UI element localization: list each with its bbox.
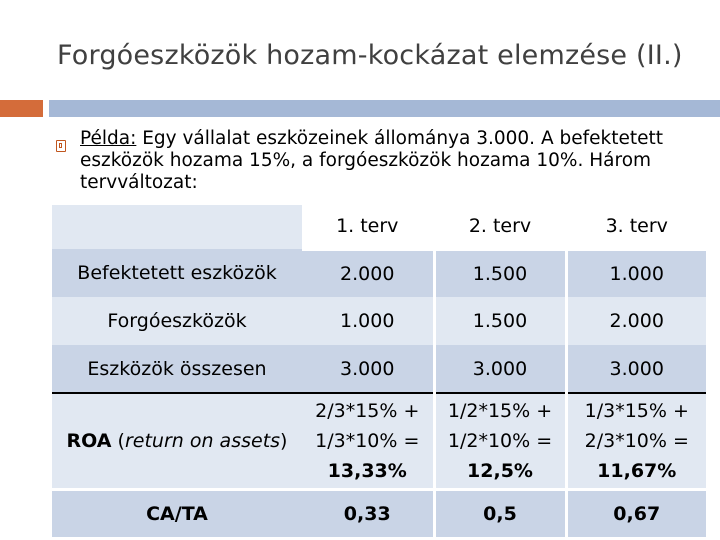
roa-label-paren-close: ) [280,429,288,452]
table-row [52,297,706,345]
table-cell: 0,33 [302,489,434,537]
table-cell: 2.000 [566,297,706,345]
row-label: Eszközök összesen [52,345,302,393]
table-cell: 3.000 [566,345,706,393]
table-cell: 1.000 [302,297,434,345]
table-cell: 1.500 [434,249,566,297]
header-plan-2: 2. terv [434,205,566,249]
roa-line: 2/3*15% + [315,399,420,422]
header-empty-cell [52,205,302,249]
table-cell: 0,5 [434,489,566,537]
table-cell: 1.000 [566,249,706,297]
table-row [52,249,706,297]
table-cell: 3.000 [434,345,566,393]
plan-table [52,205,706,537]
header-plan-3: 3. terv [566,205,706,249]
roa-result: 11,67% [597,459,677,482]
roa-line: 1/2*15% + [447,399,553,422]
accent-bar-blue [49,100,720,117]
table-cell: 0,67 [566,489,706,537]
roa-line: 1/3*10% = [315,429,420,452]
table-header-row [52,205,706,249]
roa-result: 12,5% [467,459,533,482]
roa-line: 2/3*10% = [584,429,689,452]
bullet-icon [56,140,66,152]
intro-text: Egy vállalat eszközeinek állománya 3.000. A befektetett eszközök hozama 15%, a forgóeszközök hozama 10%. Három tervváltozat: [80,128,663,193]
roa-label-italic: return on assets [124,429,281,452]
table-row-cata [52,489,706,537]
header-plan-1: 1. terv [302,205,434,249]
row-label: Forgóeszközök [52,297,302,345]
roa-result: 13,33% [327,459,407,482]
row-label: Befektetett eszközök [52,249,302,297]
roa-line: 1/2*10% = [447,429,553,452]
accent-bar-orange [0,100,43,117]
table-cell: 3.000 [302,345,434,393]
slide-title: Forgóeszközök hozam-kockázat elemzése (II.) [57,40,683,71]
roa-cell-3 [566,393,706,489]
cata-label: CA/TA [52,489,302,537]
table-row [52,345,706,393]
roa-cell-2 [434,393,566,489]
roa-label [52,393,302,489]
table-row-roa [52,393,706,489]
intro-paragraph [80,128,700,194]
roa-line: 1/3*15% + [584,399,689,422]
intro-lead: Példa: [80,128,137,149]
table-cell: 2.000 [302,249,434,297]
roa-label-bold: ROA [66,429,112,452]
table-cell: 1.500 [434,297,566,345]
roa-label-paren-open: ( [111,429,125,452]
roa-cell-1 [302,393,434,489]
